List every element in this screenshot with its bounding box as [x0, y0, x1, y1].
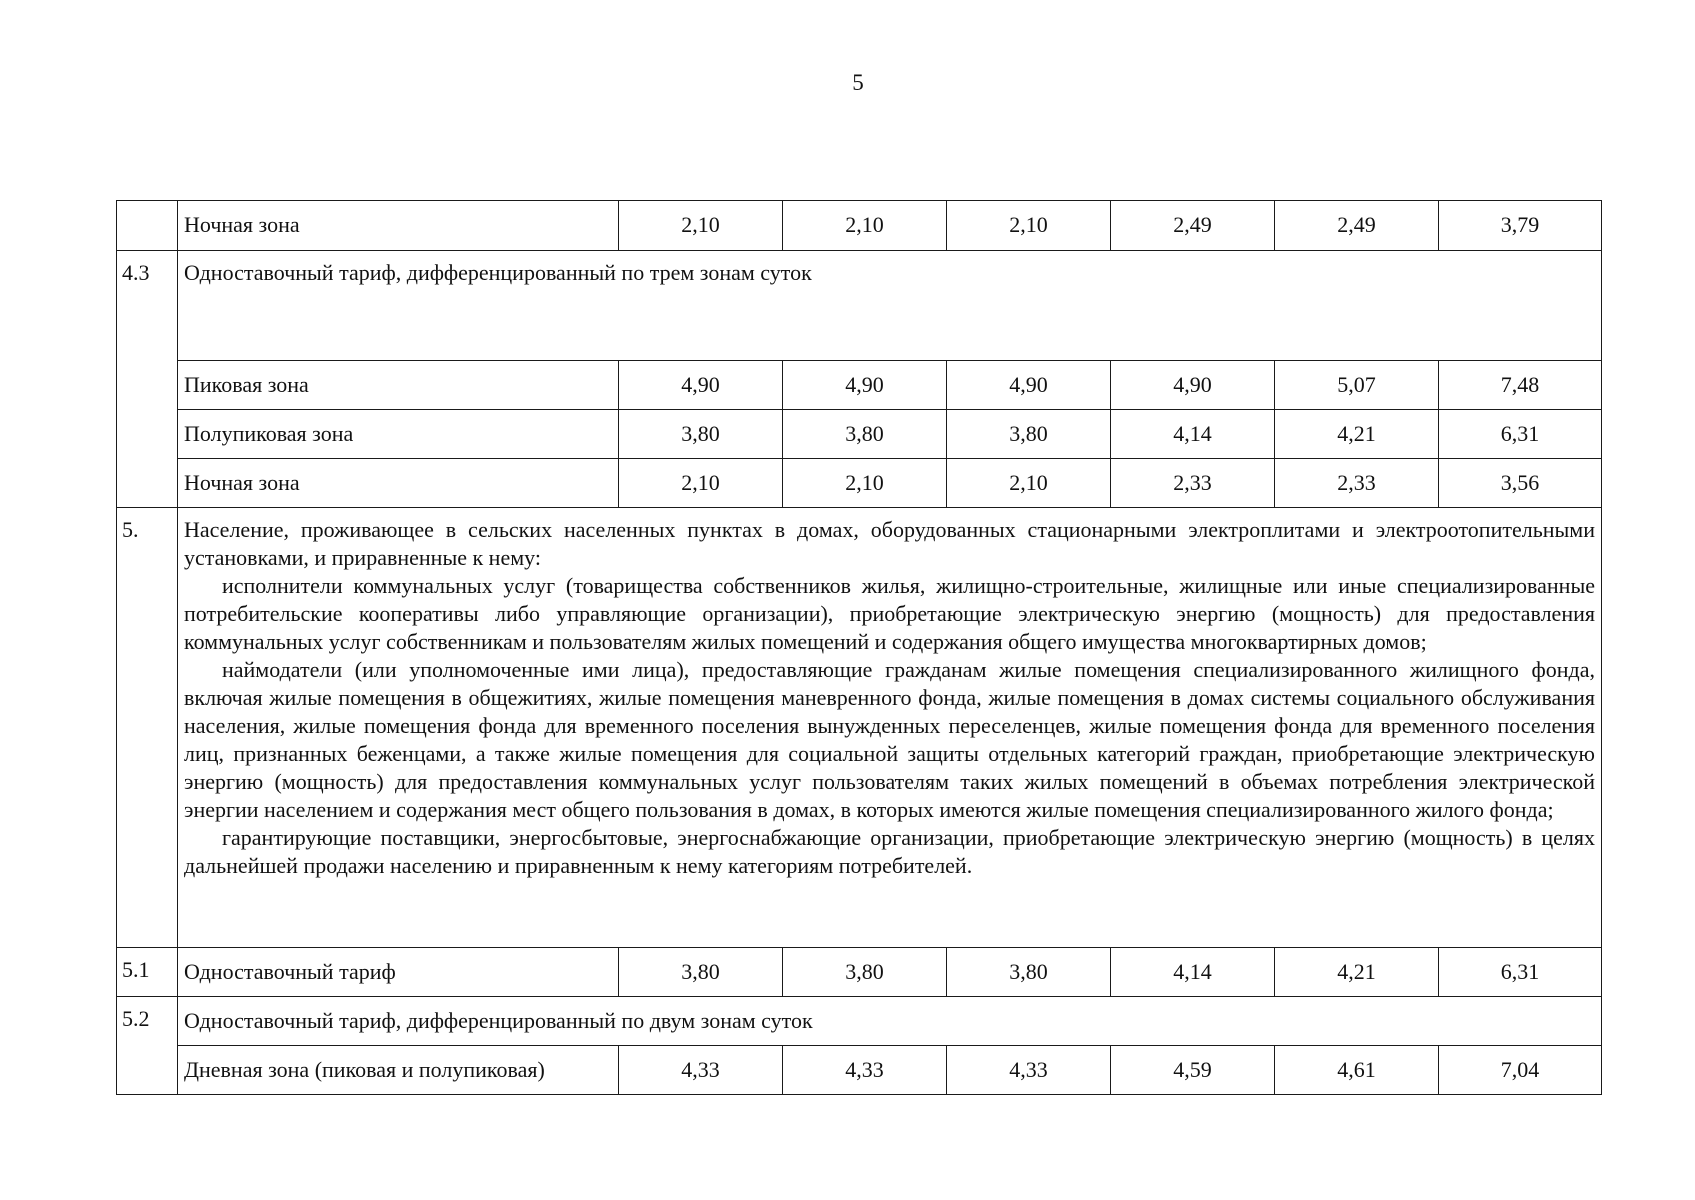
table-row — [117, 997, 1602, 1046]
value-cell: 6,31 — [1439, 410, 1602, 459]
table-row — [117, 410, 1602, 459]
value-cell: 4,90 — [1111, 361, 1275, 410]
value-cell: 2,49 — [1111, 201, 1275, 251]
value-cell: 4,33 — [947, 1046, 1111, 1095]
value-cell: 3,80 — [619, 410, 783, 459]
value-cell: 3,80 — [783, 410, 947, 459]
row-label: Одноставочный тариф — [178, 948, 619, 997]
row-number-cell: 4.3 — [117, 251, 178, 508]
description-paragraph: исполнители коммунальных услуг (товарищества собственников жилья, жилищно-строительные, жилищные или иные специализированные потребительские кооперативы либо управляющие организации), приобретающие электрическую энергию (мощность) для предоставления коммунальных услуг собственникам и пользователям жилых помещений и содержания общего имущества многоквартирных домов; — [184, 573, 1595, 654]
row-number-cell: 5.1 — [117, 948, 178, 997]
value-cell: 6,31 — [1439, 948, 1602, 997]
value-cell: 4,21 — [1275, 948, 1439, 997]
value-cell: 2,10 — [947, 459, 1111, 508]
value-cell: 2,10 — [619, 459, 783, 508]
value-cell: 4,90 — [947, 361, 1111, 410]
table-row — [117, 201, 1602, 251]
value-cell: 2,33 — [1275, 459, 1439, 508]
value-cell: 2,10 — [783, 459, 947, 508]
value-cell: 2,49 — [1275, 201, 1439, 251]
section-title: Одноставочный тариф, дифференцированный по трем зонам суток — [178, 251, 1602, 361]
value-cell: 2,10 — [783, 201, 947, 251]
value-cell: 4,61 — [1275, 1046, 1439, 1095]
row-label: Дневная зона (пиковая и полупиковая) — [178, 1046, 619, 1095]
value-cell: 4,90 — [619, 361, 783, 410]
row-label: Полупиковая зона — [178, 410, 619, 459]
value-cell: 2,33 — [1111, 459, 1275, 508]
row-number-cell — [117, 201, 178, 251]
value-cell: 2,10 — [947, 201, 1111, 251]
value-cell: 4,90 — [783, 361, 947, 410]
row-label: Ночная зона — [178, 201, 619, 251]
table-row — [117, 251, 1602, 361]
value-cell: 3,56 — [1439, 459, 1602, 508]
page-number: 5 — [852, 70, 864, 95]
row-label: Ночная зона — [178, 459, 619, 508]
value-cell: 3,80 — [783, 948, 947, 997]
value-cell: 4,33 — [783, 1046, 947, 1095]
section-description — [178, 508, 1602, 948]
value-cell: 4,59 — [1111, 1046, 1275, 1095]
value-cell: 4,33 — [619, 1046, 783, 1095]
row-number-cell: 5. — [117, 508, 178, 948]
value-cell: 2,10 — [619, 201, 783, 251]
table-row — [117, 948, 1602, 997]
value-cell: 5,07 — [1275, 361, 1439, 410]
description-paragraph: гарантирующие поставщики, энергосбытовые, энергоснабжающие организации, приобретающие электрическую энергию (мощность) в целях дальнейшей продажи населению и приравненным к нему категориям потребителей. — [184, 825, 1595, 878]
value-cell: 7,48 — [1439, 361, 1602, 410]
section-title: Одноставочный тариф, дифференцированный по двум зонам суток — [178, 997, 1602, 1046]
value-cell: 4,14 — [1111, 410, 1275, 459]
value-cell: 4,14 — [1111, 948, 1275, 997]
description-paragraph: наймодатели (или уполномоченные ими лица), предоставляющие гражданам жилые помещения специализированного жилищного фонда, включая жилые помещения в общежитиях, жилые помещения маневренного фонда, жилые помещения в домах системы социального обслуживания населения, жилые помещения фонда для временного поселения вынужденных переселенцев, жилые помещения фонда для временного поселения лиц, признанных беженцами, а также жилые помещения для социальной защиты отдельных категорий граждан, приобретающие электрическую энергию (мощность) для предоставления коммунальных услуг пользователям таких жилых помещений в объемах потребления электрической энергии населением и содержания мест общего пользования в домах, в которых имеются жилые помещения специализированного жилого фонда; — [184, 657, 1595, 822]
table-row — [117, 361, 1602, 410]
value-cell: 3,80 — [619, 948, 783, 997]
table-row — [117, 1046, 1602, 1095]
value-cell: 3,79 — [1439, 201, 1602, 251]
row-number-cell: 5.2 — [117, 997, 178, 1095]
row-label: Пиковая зона — [178, 361, 619, 410]
tariff-table — [116, 200, 1602, 1095]
description-paragraph: Население, проживающее в сельских населенных пунктах в домах, оборудованных стационарными электроплитами и электроотопительными установками, и приравненные к нему: — [184, 517, 1595, 570]
value-cell: 4,21 — [1275, 410, 1439, 459]
table-row — [117, 459, 1602, 508]
table-row — [117, 508, 1602, 948]
value-cell: 3,80 — [947, 410, 1111, 459]
value-cell: 3,80 — [947, 948, 1111, 997]
value-cell: 7,04 — [1439, 1046, 1602, 1095]
